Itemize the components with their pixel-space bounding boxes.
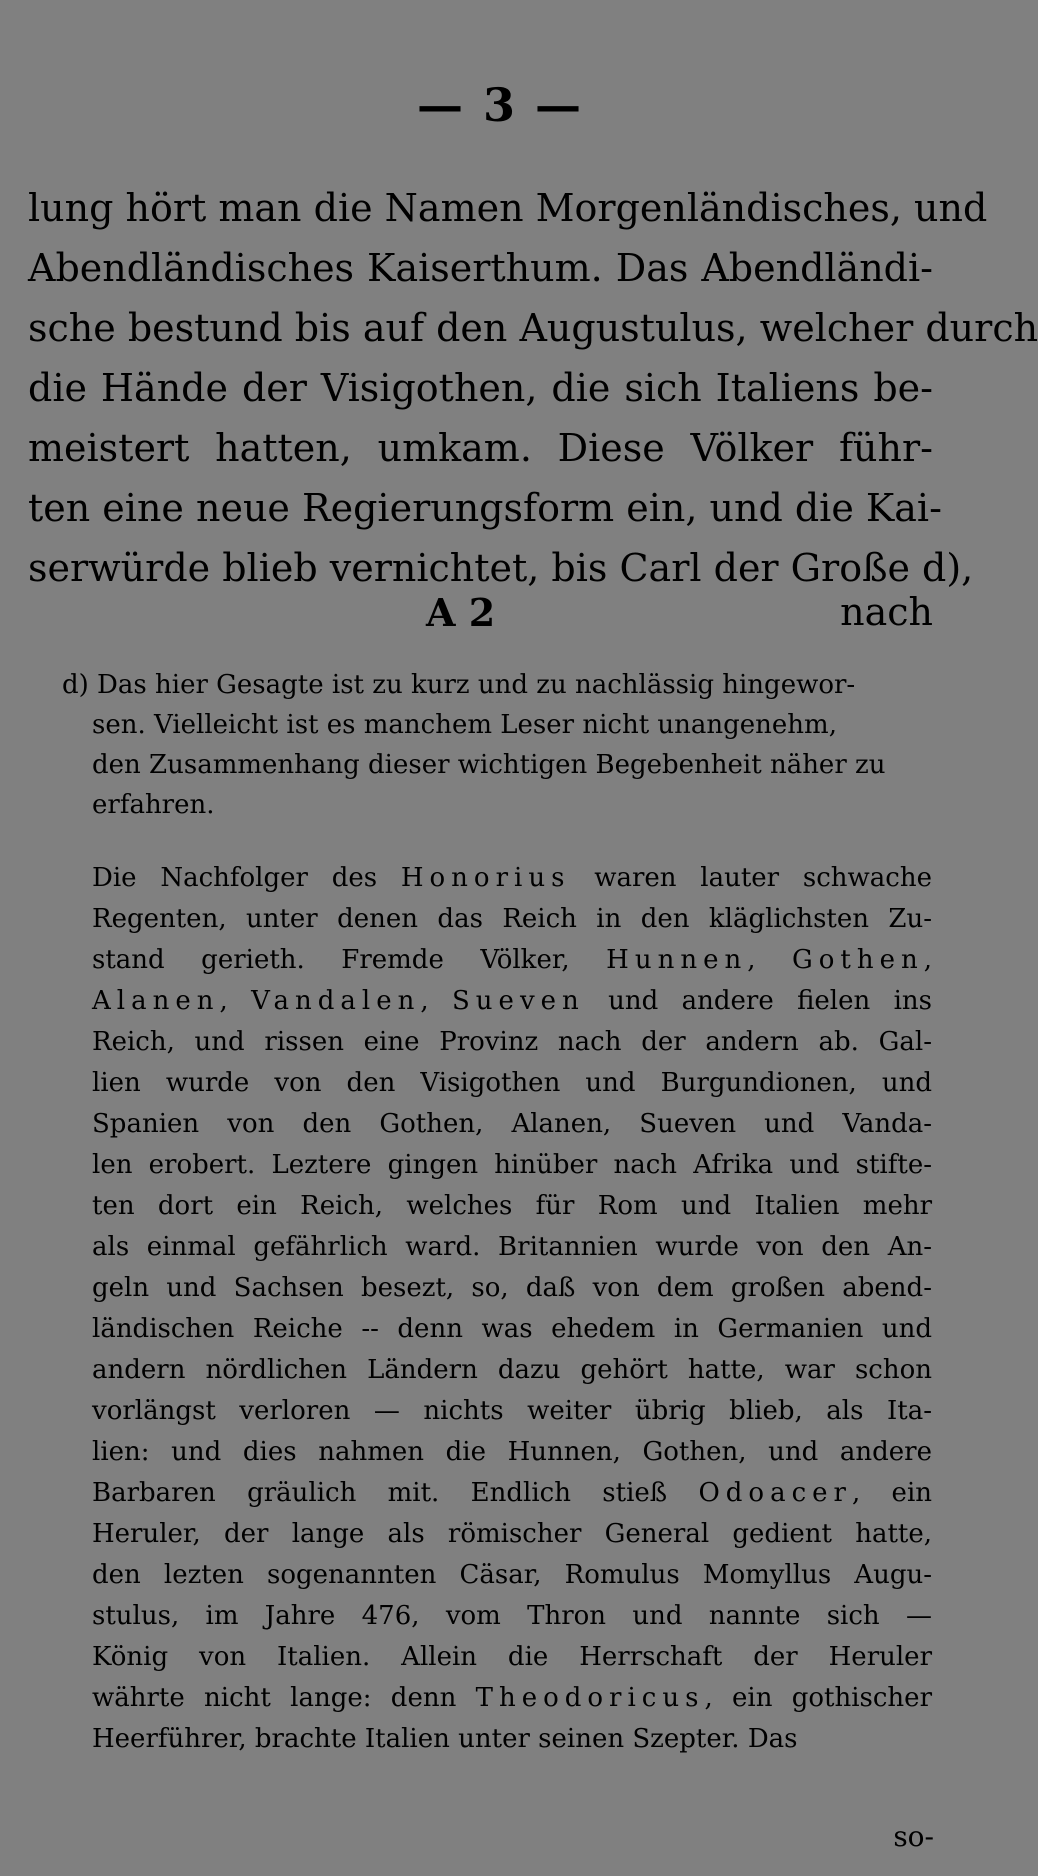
body-text-line: Spanien von den Gothen, Alanen, Sueven und Vanda-: [92, 1109, 932, 1139]
body-text-line: stand gerieth. Fremde Völker, Hunnen, Gothen,: [92, 945, 932, 975]
body-text-line: währte nicht lange: denn Theodoricus, ein gothischer: [92, 1683, 932, 1713]
body-text-block: [92, 858, 932, 1760]
emphasized-name: Theodoricus: [475, 1683, 705, 1713]
sheet-signature: A 2: [426, 590, 496, 635]
body-text-line: Heerführer, brachte Italien unter seinen Szepter. Das: [92, 1724, 798, 1754]
main-text-line: sche bestund bis auf den Augustulus, welcher durch: [28, 306, 1038, 350]
emphasized-name: Vandalen: [251, 986, 421, 1016]
body-text-line: Heruler, der lange als römischer General gedient hatte,: [92, 1519, 932, 1549]
page-number: — 3 —: [416, 78, 584, 132]
body-text-line: den lezten sogenannten Cäsar, Romulus Momyllus Augu-: [92, 1560, 932, 1590]
footnote-line: erfahren.: [92, 790, 215, 820]
body-text-line: als einmal gefährlich ward. Britannien wurde von den An-: [92, 1232, 932, 1262]
body-text-line: Barbaren gräulich mit. Endlich stieß Odoacer, ein: [92, 1478, 933, 1508]
footnote-line: d) Das hier Gesagte ist zu kurz und zu nachlässig hingewor-: [62, 670, 856, 700]
custos-catchword: so-: [893, 1820, 934, 1853]
signature-row: [28, 590, 933, 650]
body-text-line: König von Italien. Allein die Herrschaft der Heruler: [92, 1642, 932, 1672]
emphasized-name: Alanen: [92, 986, 220, 1016]
body-text-line: geln und Sachsen besezt, so, daß von dem großen abend-: [92, 1273, 932, 1303]
body-text-line: Alanen, Vandalen, Sueven und andere fielen ins: [92, 986, 933, 1016]
body-text-line: stulus, im Jahre 476, vom Thron und nannte sich —: [92, 1601, 932, 1631]
body-text-line: ten dort ein Reich, welches für Rom und Italien mehr: [92, 1191, 932, 1221]
emphasized-name: Gothen: [791, 945, 924, 975]
catchword: nach: [840, 590, 933, 634]
body-text-line: ländischen Reiche -- denn was ehedem in Germanien und: [92, 1314, 932, 1344]
body-text-line: lien wurde von den Visigothen und Burgundionen, und: [92, 1068, 932, 1098]
emphasized-name: Hunnen: [606, 945, 748, 975]
body-text-line: len erobert. Leztere gingen hinüber nach Afrika und stifte-: [92, 1150, 932, 1180]
body-text-line: Regenten, unter denen das Reich in den kläglichsten Zu-: [92, 904, 932, 934]
main-text-line: serwürde blieb vernichtet, bis Carl der Große d),: [28, 546, 974, 590]
body-text-line: vorlängst verloren — nichts weiter übrig blieb, als Ita-: [92, 1396, 932, 1426]
main-text-line: ten eine neue Regierungsform ein, und die Kai-: [28, 486, 942, 530]
emphasized-name: Odoacer: [698, 1478, 852, 1508]
emphasized-name: Sueven: [452, 986, 585, 1016]
body-text-line: Die Nachfolger des Honorius waren lauter schwache: [92, 863, 932, 893]
main-text-line: lung hört man die Namen Morgenländisches, und: [28, 186, 988, 230]
body-text-line: Reich, und rissen eine Provinz nach der andern ab. Gal-: [92, 1027, 932, 1057]
footnote-line: den Zusammenhang dieser wichtigen Begebenheit näher zu: [92, 750, 886, 780]
emphasized-name: Honorius: [400, 863, 571, 893]
body-text-line: lien: und dies nahmen die Hunnen, Gothen, und andere: [92, 1437, 932, 1467]
footnote: [62, 665, 932, 825]
main-text-line: die Hände der Visigothen, die sich Italiens be-: [28, 366, 933, 410]
main-text-block: [28, 178, 1038, 598]
main-text-line: meistert hatten, umkam. Diese Völker führ-: [28, 426, 933, 470]
footnote-line: sen. Vielleicht ist es manchem Leser nicht unangenehm,: [92, 710, 837, 740]
body-text-line: andern nördlichen Ländern dazu gehört hatte, war schon: [92, 1355, 932, 1385]
main-text-line: Abendländisches Kaiserthum. Das Abendländi-: [28, 246, 933, 290]
